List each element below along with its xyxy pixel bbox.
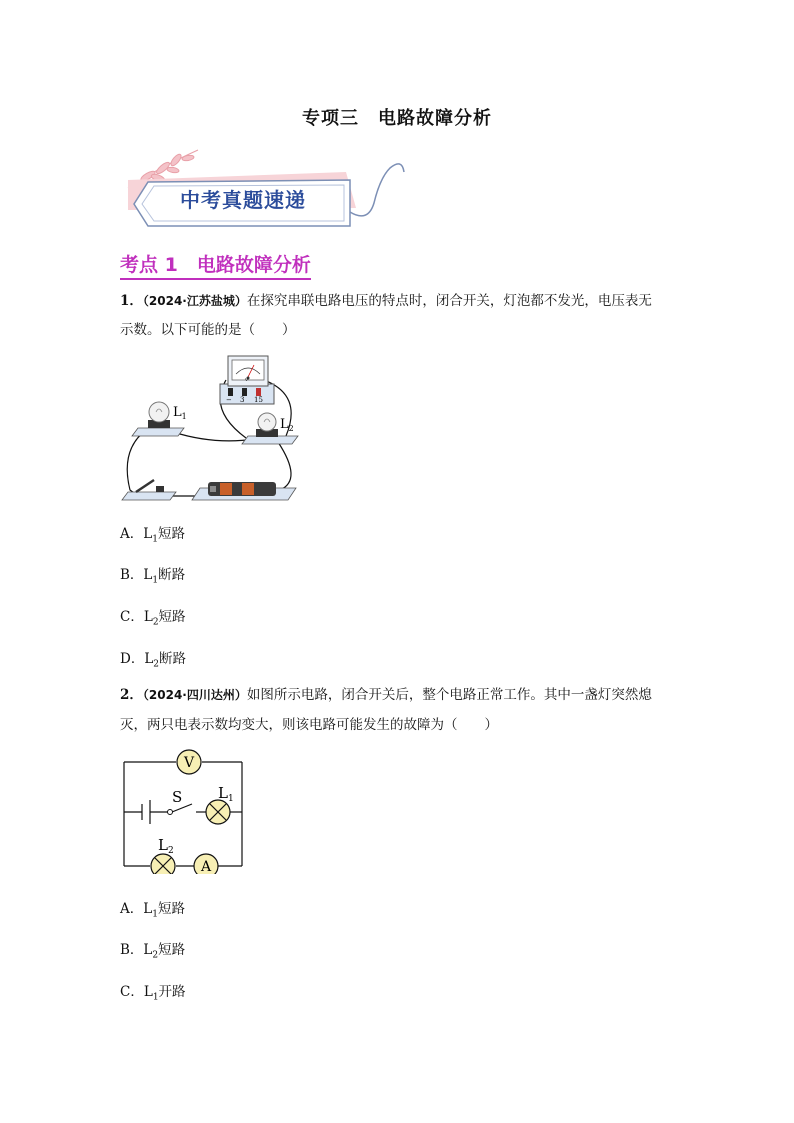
banner-title: 中考真题速递 (180, 188, 306, 212)
meter-v-label: V (245, 377, 248, 382)
question-2-line-1 (120, 686, 680, 704)
meter-3-label: 3 (240, 396, 245, 404)
battery-holder-icon (192, 482, 296, 500)
question-number: 1． (120, 293, 143, 309)
page-title: 专项三 电路故障分析 (302, 108, 492, 129)
lamp-l1-label: $L_1$ (218, 784, 234, 804)
question-text: 如图所示电路，闭合开关后，整个电路正常工作。其中一盏灯突然熄 (246, 687, 652, 703)
question-text: 在探究串联电路电压的特点时，闭合开关，灯泡都不发光，电压表无 (246, 293, 652, 309)
meter-15-label: 15 (254, 396, 263, 404)
question-source: （2024·江苏盐城） (142, 294, 247, 308)
question-2-option-b[interactable]: B．$L_2$短路 (120, 942, 186, 961)
ammeter-a-label: A (200, 859, 212, 874)
battery-icon (142, 800, 150, 824)
lamp-l2-label: $L_2$ (158, 836, 174, 856)
question-1-option-c[interactable]: C．$L_2$短路 (120, 609, 186, 628)
question-2-line-2: 灭，两只电表示数均变大，则该电路可能发生的故障为（ ） (120, 717, 498, 733)
ammeter-icon (194, 854, 218, 874)
switch-pivot-icon (168, 810, 173, 815)
lamp-l1-icon (206, 800, 230, 824)
lamp-l2-icon (151, 854, 175, 874)
question-source: （2024·四川达州） (142, 688, 247, 702)
question-1-option-d[interactable]: D．$L_2$断路 (120, 651, 187, 670)
section-heading: 考点 1 电路故障分析 (120, 250, 311, 280)
question-2-option-a[interactable]: A．$L_1$短路 (120, 901, 185, 920)
question-1-line-2: 示数。以下可能的是（ ） (120, 322, 296, 338)
bulb-l2-label: $L_2$ (280, 417, 294, 433)
voltmeter-icon (220, 356, 274, 404)
question-1-option-b[interactable]: B．$L_1$断路 (120, 567, 186, 586)
question-1-circuit-figure (118, 350, 308, 505)
question-1-line-1 (120, 292, 680, 310)
question-1-option-a[interactable]: A．$L_1$短路 (120, 526, 185, 545)
question-2-circuit-diagram (118, 746, 248, 874)
question-number: 2． (120, 687, 143, 703)
switch-s-label: S (172, 788, 183, 806)
question-2-option-c[interactable]: C．$L_1$开路 (120, 984, 186, 1003)
bulb-l1-label: $L_1$ (173, 405, 187, 421)
meter-minus-label: − (226, 396, 232, 404)
voltmeter-v-label: V (183, 755, 195, 771)
voltmeter-icon (177, 750, 201, 774)
